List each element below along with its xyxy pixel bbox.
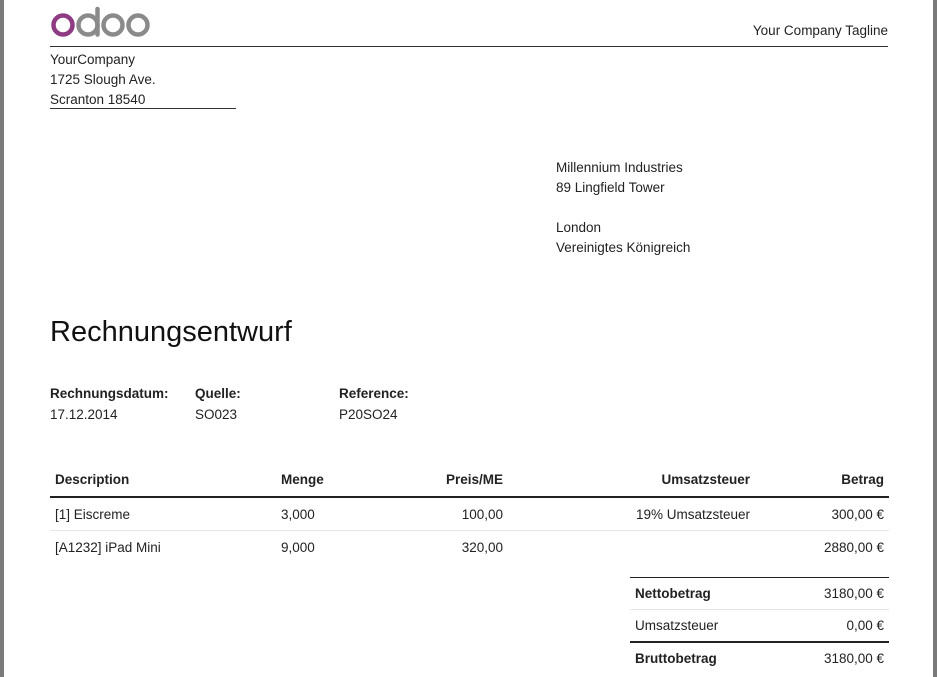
line-taxes [508, 531, 755, 564]
column-header-quantity: Menge [276, 462, 387, 497]
partner-city: London [556, 220, 602, 235]
company-tagline: Your Company Tagline [752, 23, 888, 38]
window-border-right [933, 0, 937, 677]
net-total-value: 3180,00 € [778, 578, 889, 610]
reference-block [339, 383, 409, 425]
line-description: [A1232] iPad Mini [55, 539, 161, 555]
gross-total-label: Bruttobetrag [630, 642, 778, 674]
source-label: Quelle: [195, 386, 241, 401]
column-header-amount: Betrag [755, 462, 889, 497]
window-border-left [0, 0, 4, 677]
line-taxes: 19% Umsatzsteuer [508, 497, 755, 531]
invoice-date-label: Rechnungsdatum: [50, 386, 169, 401]
table-row [50, 531, 889, 564]
partner-name: Millennium Industries [556, 160, 683, 175]
company-address [50, 50, 236, 110]
company-name: YourCompany [50, 52, 136, 67]
source-block [195, 383, 241, 425]
tax-total-row [630, 610, 889, 643]
column-header-taxes: Umsatzsteuer [508, 462, 755, 497]
partner-street: 89 Lingfield Tower [556, 180, 665, 195]
tax-total-label: Umsatzsteuer [635, 618, 719, 633]
header-divider [50, 46, 888, 47]
line-unit-price: 100,00 [387, 497, 508, 531]
line-quantity: 9,000 [281, 539, 315, 555]
document-title: Rechnungsentwurf [50, 316, 292, 348]
line-amount: 300,00 € [755, 497, 889, 531]
company-logo [50, 6, 152, 42]
totals-table [630, 577, 889, 674]
net-total-label: Nettobetrag [630, 578, 778, 610]
gross-total-row [630, 642, 889, 674]
invoice-date-value: 17.12.2014 [50, 407, 118, 422]
table-header-row [50, 462, 889, 497]
partner-address [556, 158, 690, 258]
partner-country: Vereinigtes Königreich [556, 240, 691, 255]
line-amount: 2880,00 € [823, 539, 884, 555]
table-row [50, 497, 889, 531]
line-unit-price: 320,00 [461, 539, 503, 555]
company-address-divider [50, 108, 236, 109]
gross-total-value: 3180,00 € [778, 642, 889, 674]
address-spacer [556, 198, 690, 218]
line-quantity: 3,000 [276, 497, 387, 531]
column-header-description: Description [50, 462, 276, 497]
tax-total-value: 0,00 € [846, 618, 884, 633]
source-value: SO023 [195, 407, 238, 422]
line-description: [1] Eiscreme [50, 497, 276, 531]
invoice-lines-table [50, 462, 889, 563]
reference-label: Reference: [339, 386, 409, 401]
column-header-unit-price: Preis/ME [387, 462, 508, 497]
company-city: Scranton 18540 [50, 92, 146, 107]
company-street: 1725 Slough Ave. [50, 72, 156, 87]
net-total-row [630, 578, 889, 610]
reference-value: P20SO24 [339, 407, 398, 422]
invoice-date-block [50, 383, 169, 425]
